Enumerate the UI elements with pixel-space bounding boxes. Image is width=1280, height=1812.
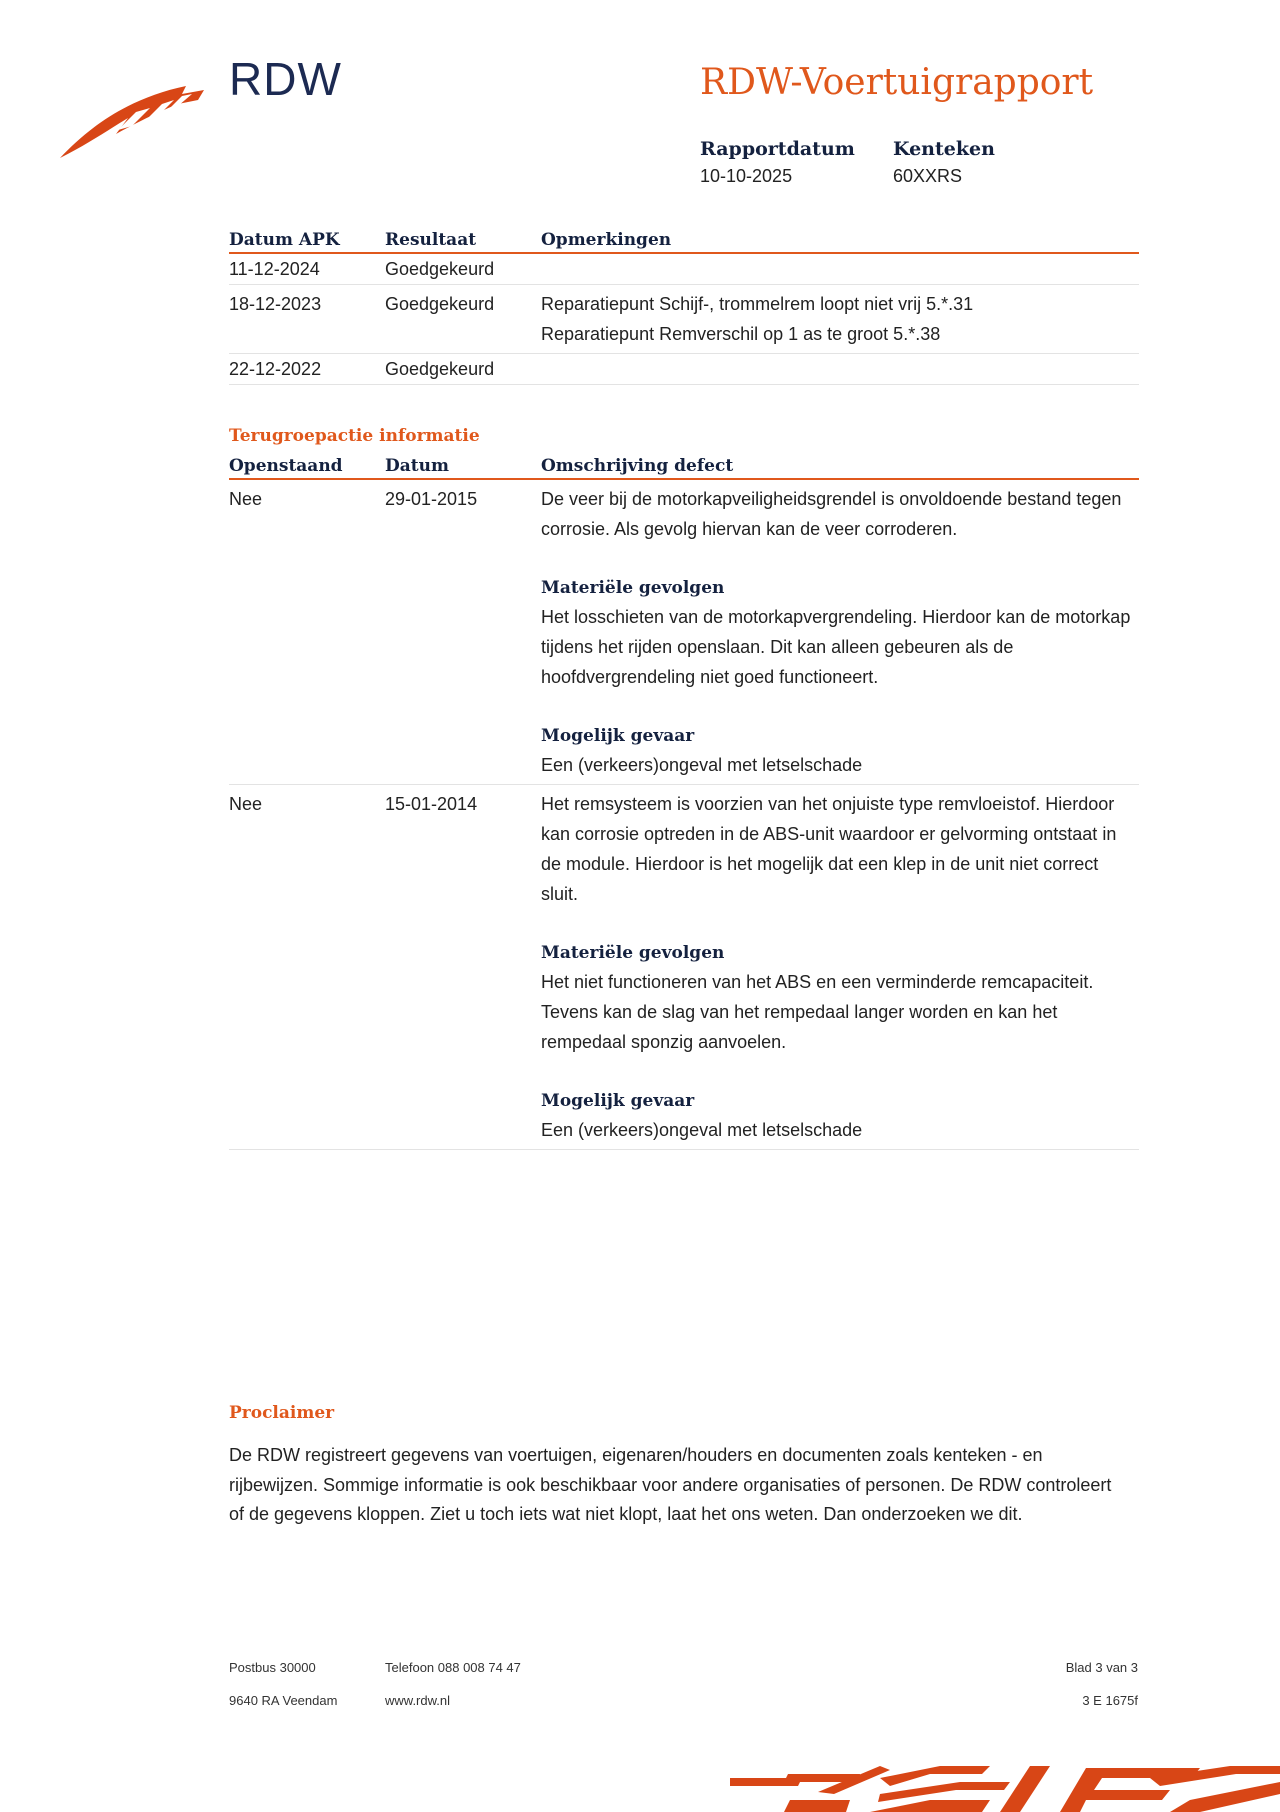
apk-opmerkingen (541, 354, 1139, 385)
apk-col-datum: Datum APK (229, 224, 385, 253)
recall-datum: 29-01-2015 (385, 479, 541, 785)
recall-header-row (229, 452, 1139, 479)
table-row (229, 354, 1139, 385)
apk-opmerking: Reparatiepunt Schijf-, trommelrem loopt niet vrij 5.*.31 (541, 294, 974, 314)
materiele-gevolgen-label: Materiële gevolgen (541, 943, 725, 963)
table-row (229, 285, 1139, 354)
footer-telefoon: Telefoon 088 008 74 47 (385, 1660, 521, 1675)
recall-section-title: Terugroepactie informatie (229, 426, 480, 446)
footer-blad: Blad 3 van 3 (1065, 1660, 1138, 1675)
footer-code: 3 E 1675f (1082, 1693, 1138, 1708)
apk-datum: 18-12-2023 (229, 285, 385, 354)
recall-col-omschrijving: Omschrijving defect (541, 452, 1139, 479)
recall-openstaand: Nee (229, 785, 385, 1150)
rapportdatum-value: 10-10-2025 (700, 166, 793, 186)
kenteken-value: 60XXRS (893, 166, 963, 186)
table-row (229, 253, 1139, 285)
footer-plaats: 9640 RA Veendam (229, 1693, 338, 1708)
apk-resultaat: Goedgekeurd (385, 253, 541, 285)
mogelijk-gevaar-label: Mogelijk gevaar (541, 1091, 695, 1111)
recall-omschrijving (541, 479, 1139, 785)
apk-table (229, 224, 1139, 385)
materiele-gevolgen-text: Het niet functioneren van het ABS en een verminderde remcapaciteit. Tevens kan de slag van het rempedaal langer worden en kan het rempedaal sponzig aanvoelen. (541, 972, 1094, 1052)
mogelijk-gevaar-text: Een (verkeers)ongeval met letselschade (541, 755, 863, 775)
recall-defect-text: De veer bij de motorkapveiligheidsgrendel is onvoldoende bestand tegen corrosie. Als gevolg hiervan kan de veer corroderen. (541, 489, 1122, 539)
footer-postbus: Postbus 30000 (229, 1660, 316, 1675)
rapportdatum-label: Rapportdatum (700, 138, 855, 160)
apk-opmerking: Reparatiepunt Remverschil op 1 as te groot 5.*.38 (541, 324, 941, 344)
apk-col-resultaat: Resultaat (385, 224, 541, 253)
recall-col-openstaand: Openstaand (229, 452, 385, 479)
recall-col-datum: Datum (385, 452, 541, 479)
recall-table (229, 452, 1139, 1150)
report-title: RDW-Voertuigrapport (700, 62, 1094, 103)
apk-col-opmerkingen: Opmerkingen (541, 224, 1139, 253)
rdw-feather-logo-icon (58, 78, 208, 160)
mogelijk-gevaar-label: Mogelijk gevaar (541, 726, 695, 746)
recall-defect-text: Het remsysteem is voorzien van het onjuiste type remvloeistof. Hierdoor kan corrosie optreden in de ABS-unit waardoor er gelvorming ontstaat in de module. Hierdoor is het mogelijk dat een klep in de unit niet correct sluit. (541, 794, 1117, 904)
recall-openstaand: Nee (229, 479, 385, 785)
apk-header-row (229, 224, 1139, 253)
mogelijk-gevaar-text: Een (verkeers)ongeval met letselschade (541, 1120, 863, 1140)
materiele-gevolgen-label: Materiële gevolgen (541, 578, 725, 598)
apk-resultaat: Goedgekeurd (385, 285, 541, 354)
apk-datum: 11-12-2024 (229, 253, 385, 285)
proclaimer-text: De RDW registreert gegevens van voertuigen, eigenaren/houders en documenten zoals kenteken - en rijbewijzen. Sommige informatie is ook beschikbaar voor andere organisaties of personen. De RDW controleert of de gegevens kloppen. Ziet u toch iets wat niet klopt, laat het ons weten. Dan onderzoeken we dit. (229, 1445, 1112, 1524)
table-row (229, 479, 1139, 785)
recall-datum: 15-01-2014 (385, 785, 541, 1150)
logo-text: RDW (229, 53, 342, 105)
kenteken-label: Kenteken (893, 138, 995, 160)
footer-website: www.rdw.nl (385, 1693, 451, 1708)
apk-opmerkingen (541, 285, 1139, 354)
apk-datum: 22-12-2022 (229, 354, 385, 385)
table-row (229, 785, 1139, 1150)
apk-resultaat: Goedgekeurd (385, 354, 541, 385)
proclaimer-title: Proclaimer (229, 1403, 335, 1423)
materiele-gevolgen-text: Het losschieten van de motorkapvergrendeling. Hierdoor kan de motorkap tijdens het rijden openslaan. Dit kan alleen gebeuren als de hoofdvergrendeling niet goed functioneert. (541, 607, 1131, 687)
rdw-speed-stripes-logo-icon (730, 1760, 1280, 1812)
recall-omschrijving (541, 785, 1139, 1150)
apk-opmerkingen (541, 253, 1139, 285)
